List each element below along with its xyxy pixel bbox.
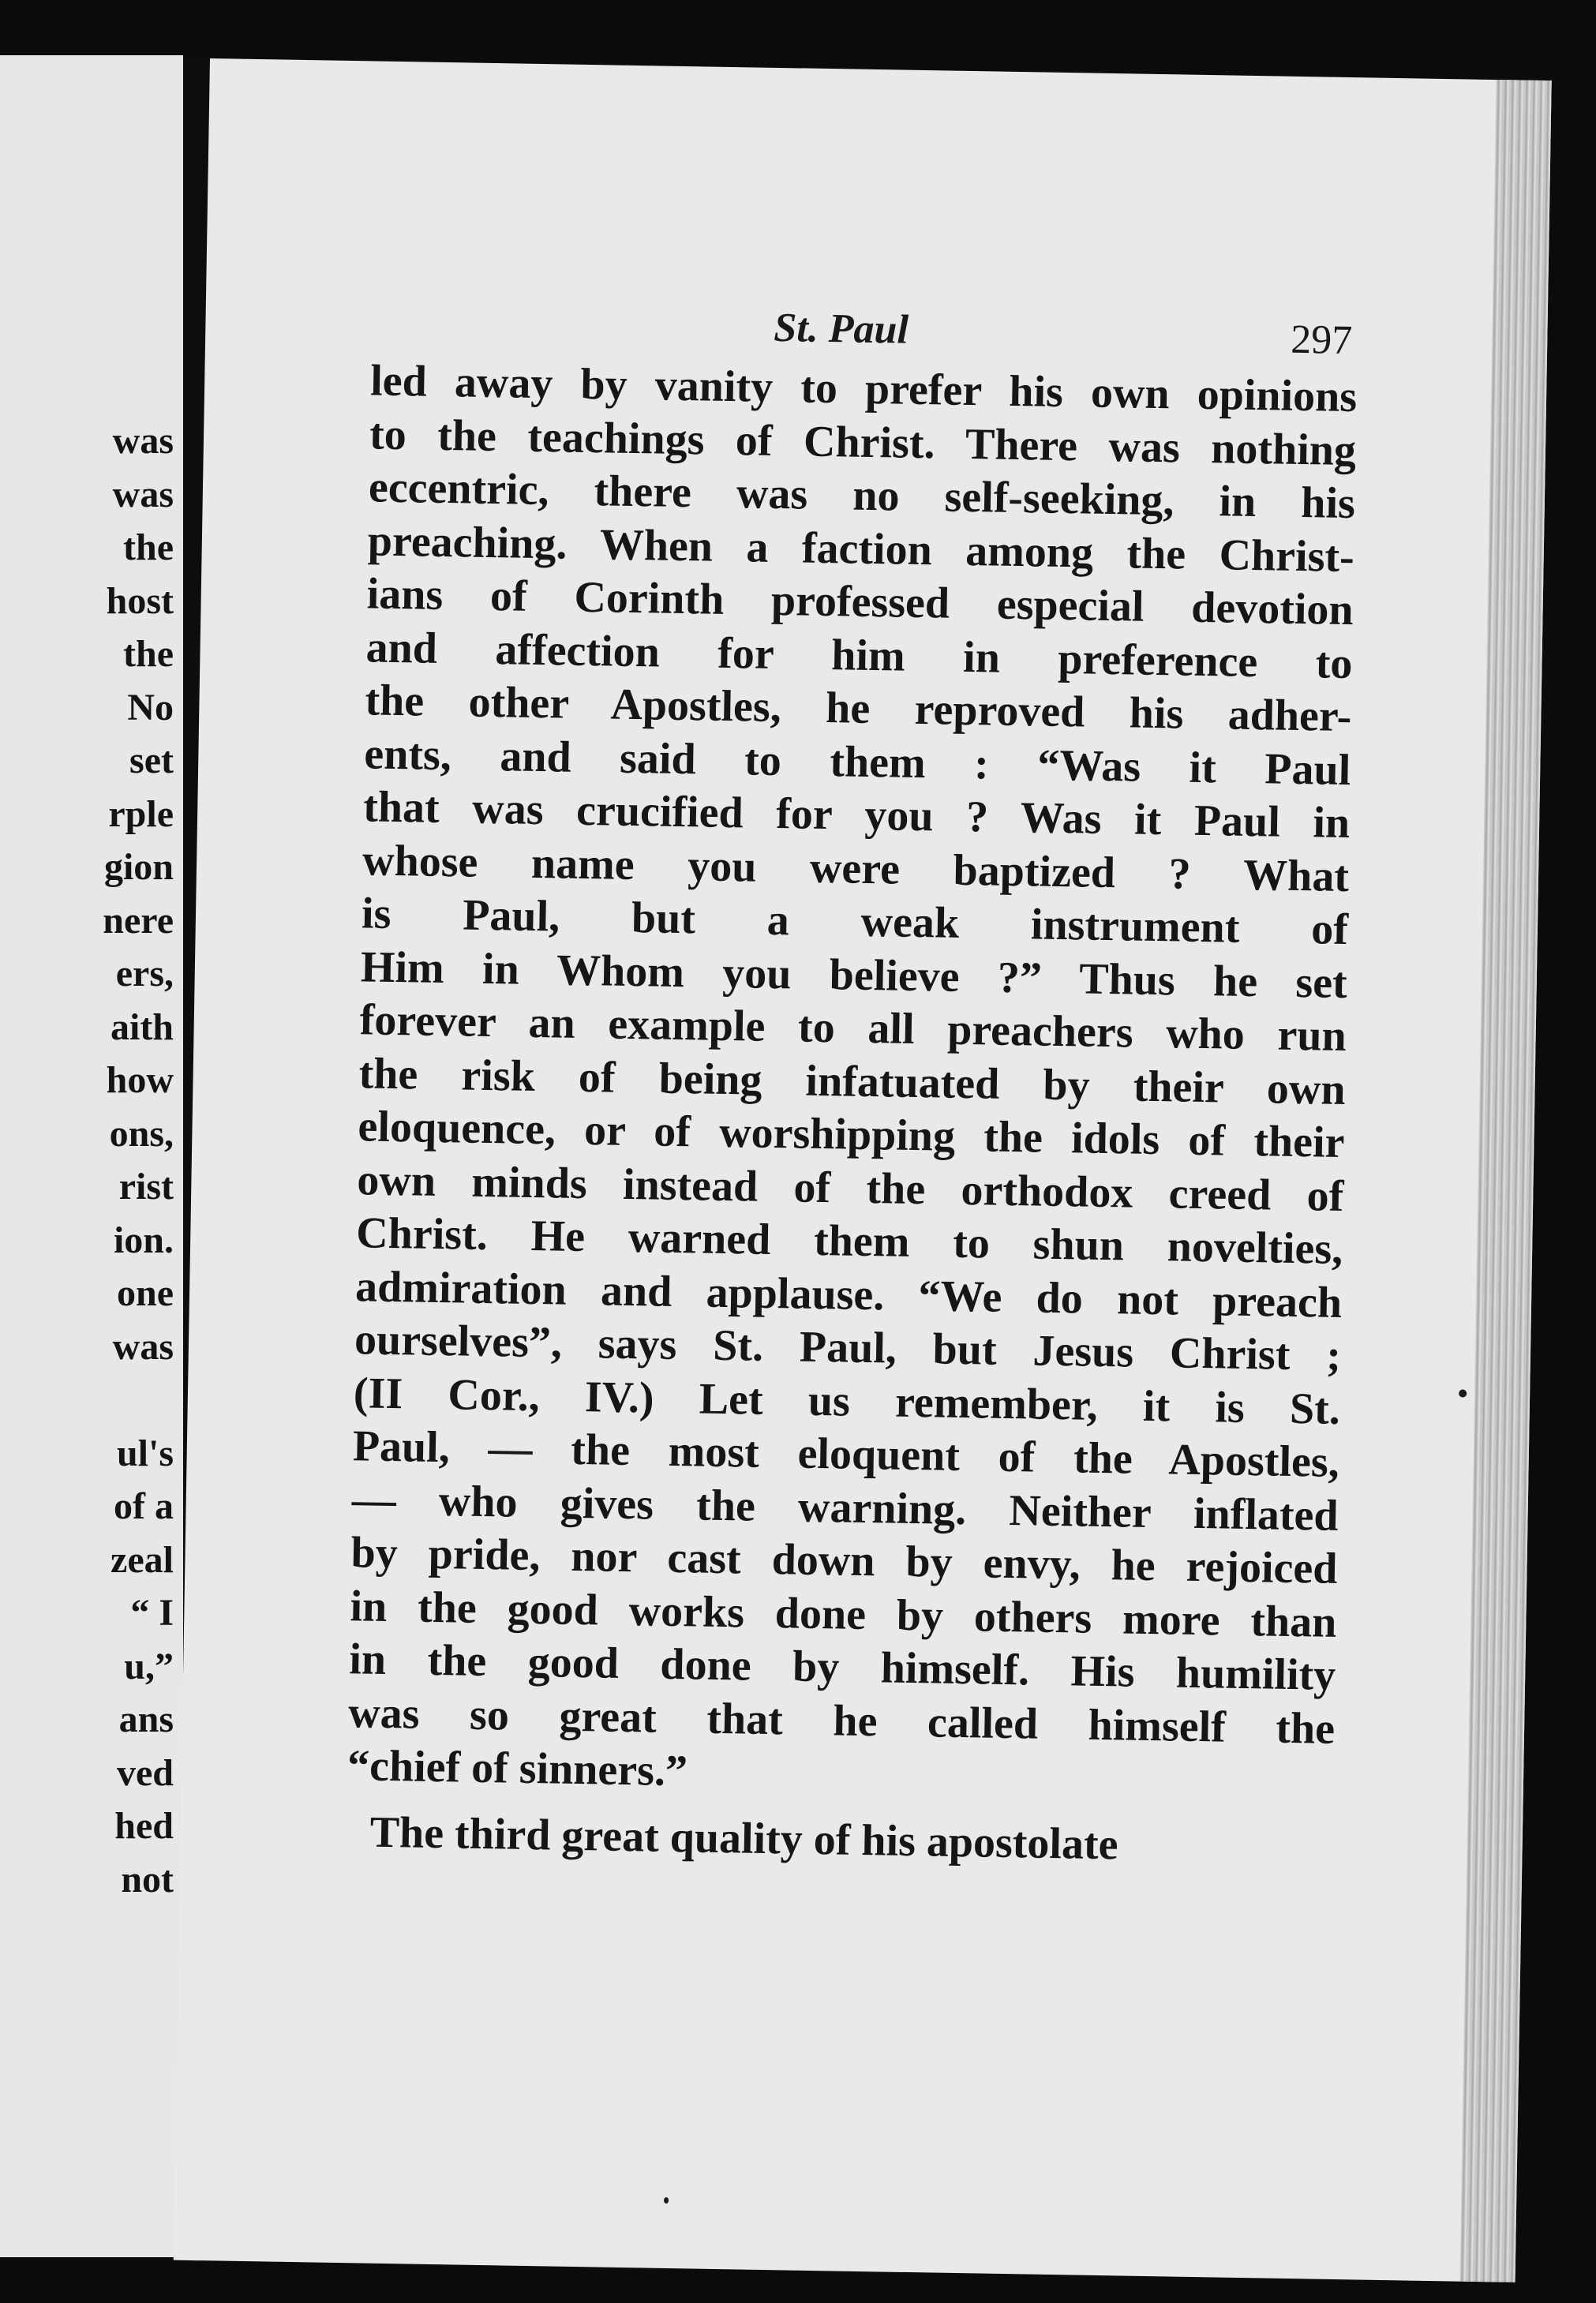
left-page-line: hed	[114, 1805, 174, 1847]
left-page-line: was	[112, 420, 174, 462]
left-page-line: one	[117, 1272, 174, 1314]
page-edge	[1460, 80, 1552, 2282]
ink-speck	[664, 2197, 669, 2204]
body-text	[346, 354, 1357, 1874]
ink-speck	[1459, 1389, 1467, 1397]
left-page-line: ved	[117, 1751, 174, 1794]
right-page	[174, 58, 1552, 2282]
text-line: eloquence, or of worshipping the idols of their	[358, 1102, 1345, 1168]
text-line: ians of Corinth professed especial devotion	[366, 569, 1354, 635]
text-line: (II Cor., IV.) Let us remember, it is St.	[353, 1368, 1341, 1434]
left-page-line: zeal	[111, 1538, 174, 1581]
text-line: in the good done by himself. His humility	[348, 1635, 1336, 1700]
left-page-line: ons,	[109, 1112, 174, 1155]
text-line: that was crucified for you ? Was it Paul in	[362, 782, 1351, 848]
text-line: whose name you were baptized ? What	[362, 835, 1350, 901]
text-line: the other Apostles, he reproved his adher-	[365, 676, 1352, 742]
text-line: Him in Whom you believe ?” Thus he set	[360, 942, 1348, 1008]
text-line: the risk of being infatuated by their own	[358, 1048, 1347, 1114]
left-page-line: was	[112, 473, 174, 515]
left-page-line: “ I	[130, 1592, 174, 1634]
left-page-line	[103, 1373, 174, 1427]
text-line: — who gives the warning. Neither inflated	[351, 1474, 1339, 1541]
text-line: Paul, — the most eloquent of the Apostles,	[352, 1421, 1340, 1487]
running-title: St. Paul	[773, 305, 909, 353]
left-page-text	[103, 414, 174, 1906]
left-page-line: ul's	[116, 1432, 174, 1474]
left-page-line: aith	[110, 1005, 174, 1048]
text-line: Christ. He warned them to shun novelties,	[355, 1208, 1343, 1274]
left-facing-page	[0, 55, 183, 2257]
text-line: own minds instead of the orthodox creed of	[356, 1155, 1344, 1221]
text-line: “chief of sinners.”	[347, 1741, 688, 1796]
left-page-line: gion	[103, 846, 174, 888]
left-page-line: u,”	[124, 1645, 174, 1687]
text-line: to the teachings of Christ. There was nothing	[369, 409, 1357, 475]
text-line: forever an example to all preachers who run	[359, 995, 1347, 1062]
text-line: eccentric, there was no self-seeking, in his	[368, 462, 1356, 529]
left-page-line: the	[123, 633, 174, 675]
text-line: by pride, nor cast down by envy, he rejoiced	[350, 1528, 1338, 1593]
text-line: ents, and said to them : “Was it Paul	[363, 728, 1351, 795]
left-page-line: rple	[108, 792, 174, 835]
page-number: 297	[1290, 316, 1353, 364]
left-page-line: host	[106, 579, 174, 622]
text-line: in the good works done by others more than	[350, 1581, 1337, 1647]
text-line: ourselves”, says St. Paul, but Jesus Christ ;	[354, 1315, 1342, 1380]
left-page-line: rist	[118, 1166, 174, 1208]
paragraph-1	[347, 354, 1358, 1809]
left-page-line: was	[112, 1325, 174, 1368]
text-line: and affection for him in preference to	[365, 622, 1354, 688]
left-page-line: the	[123, 526, 174, 568]
left-page-line: nere	[103, 899, 174, 942]
text-line: The third great quality of his apostolate	[369, 1807, 1119, 1869]
left-page-line: how	[106, 1059, 174, 1101]
text-line: was so great that he called himself the	[347, 1687, 1336, 1754]
left-page-line: not	[121, 1858, 174, 1900]
left-page-line: of a	[114, 1485, 174, 1527]
left-page-line: ers,	[115, 953, 174, 994]
text-line: led away by vanity to prefer his own opinions	[369, 356, 1358, 422]
left-page-line: No	[127, 686, 174, 728]
text-line: is Paul, but a weak instrument of	[361, 889, 1349, 955]
text-line: preaching. When a faction among the Christ-	[367, 515, 1355, 582]
left-page-line: ion.	[113, 1219, 174, 1261]
left-page-line: ans	[118, 1698, 174, 1740]
text-line: admiration and applause. “We do not preach	[354, 1261, 1343, 1328]
left-page-line: set	[129, 740, 174, 781]
